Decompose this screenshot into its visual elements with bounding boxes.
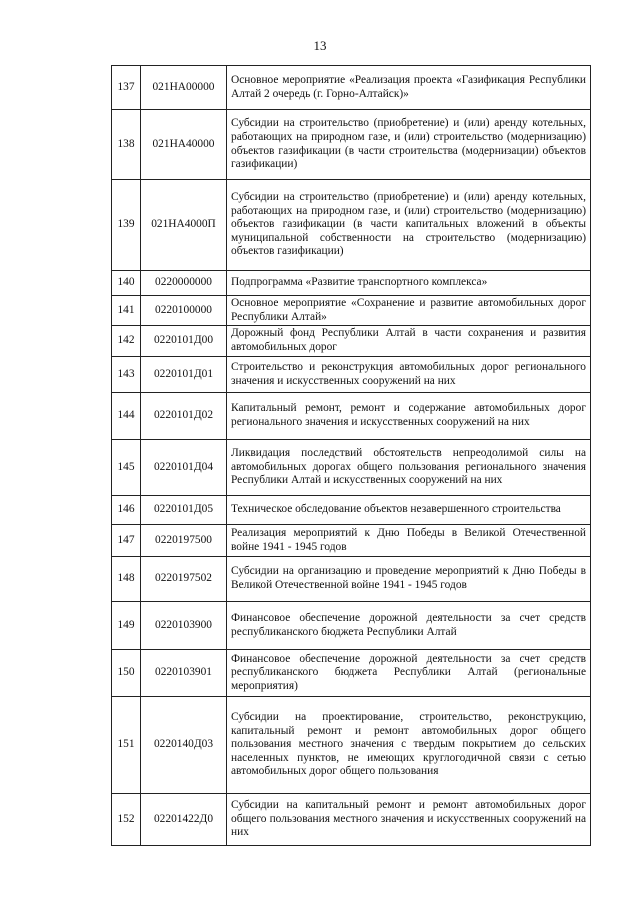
- row-number: 137: [112, 66, 141, 110]
- row-number: 141: [112, 296, 141, 326]
- table-row: [112, 602, 591, 650]
- row-description: Субсидии на проектирование, строительство, реконструкцию, капитальный ремонт и ремонт автомобильных дорог общего пользования местного значения с твердым покрытием до сельских населенных пунктов, не имеющих круглогодичной связи с сетью автомобильных дорог общего пользования: [227, 697, 591, 794]
- row-description: Ликвидация последствий обстоятельств непреодолимой силы на автомобильных дорогах общего пользования регионального значения Республики Алтай и искусственных сооружений на них: [227, 440, 591, 496]
- row-description: Строительство и реконструкция автомобильных дорог регионального значения и искусственных сооружений на них: [227, 357, 591, 393]
- row-number: 147: [112, 525, 141, 557]
- row-code: 0220101Д01: [141, 357, 227, 393]
- table-row: [112, 794, 591, 846]
- row-code: 0220197502: [141, 557, 227, 602]
- row-number: 149: [112, 602, 141, 650]
- row-description: Финансовое обеспечение дорожной деятельности за счет средств республиканского бюджета Республики Алтай: [227, 602, 591, 650]
- row-number: 138: [112, 110, 141, 180]
- row-number: 151: [112, 697, 141, 794]
- table-row: [112, 180, 591, 271]
- page-number: 13: [313, 38, 327, 53]
- row-code: 021НА40000: [141, 110, 227, 180]
- row-code: 0220100000: [141, 296, 227, 326]
- row-description: Финансовое обеспечение дорожной деятельности за счет средств республиканского бюджета Республики Алтай (региональные мероприятия): [227, 650, 591, 697]
- row-number: 139: [112, 180, 141, 271]
- table-row: [112, 393, 591, 440]
- table-row: [112, 650, 591, 697]
- row-description: Основное мероприятие «Реализация проекта «Газификация Республики Алтай 2 очередь (г. Горно-Алтайск)»: [227, 66, 591, 110]
- row-code: 0220140Д03: [141, 697, 227, 794]
- row-description: Реализация мероприятий к Дню Победы в Великой Отечественной войне 1941 - 1945 годов: [227, 525, 591, 557]
- row-number: 152: [112, 794, 141, 846]
- table-row: [112, 66, 591, 110]
- table-row: [112, 271, 591, 296]
- row-code: 0220101Д00: [141, 326, 227, 357]
- row-number: 142: [112, 326, 141, 357]
- row-code: 0220197500: [141, 525, 227, 557]
- table-row: [112, 296, 591, 326]
- row-code: 0220000000: [141, 271, 227, 296]
- row-description: Субсидии на организацию и проведение мероприятий к Дню Победы в Великой Отечественной войне 1941 - 1945 годов: [227, 557, 591, 602]
- row-code: 02201422Д0: [141, 794, 227, 846]
- row-description: Капитальный ремонт, ремонт и содержание автомобильных дорог регионального значения и искусственных сооружений на них: [227, 393, 591, 440]
- row-number: 148: [112, 557, 141, 602]
- row-code: 0220103901: [141, 650, 227, 697]
- budget-codes-table: [111, 65, 591, 846]
- row-description: Техническое обследование объектов незавершенного строительства: [227, 496, 591, 525]
- row-description: Субсидии на строительство (приобретение) и (или) аренду котельных, работающих на природном газе, и (или) строительство (модернизацию) объектов газификации (в части строительства (модернизации) объектов газификации): [227, 110, 591, 180]
- row-code: 021НА00000: [141, 66, 227, 110]
- table-row: [112, 557, 591, 602]
- row-number: 143: [112, 357, 141, 393]
- table-row: [112, 525, 591, 557]
- row-number: 144: [112, 393, 141, 440]
- table-row: [112, 357, 591, 393]
- row-number: 145: [112, 440, 141, 496]
- table-row: [112, 496, 591, 525]
- row-number: 140: [112, 271, 141, 296]
- row-number: 146: [112, 496, 141, 525]
- row-code: 0220101Д04: [141, 440, 227, 496]
- table-row: [112, 326, 591, 357]
- row-code: 0220101Д05: [141, 496, 227, 525]
- row-description: Субсидии на капитальный ремонт и ремонт автомобильных дорог общего пользования местного значения и искусственных сооружений на них: [227, 794, 591, 846]
- table-row: [112, 697, 591, 794]
- row-description: Дорожный фонд Республики Алтай в части сохранения и развития автомобильных дорог: [227, 326, 591, 357]
- row-description: Подпрограмма «Развитие транспортного комплекса»: [227, 271, 591, 296]
- row-description: Основное мероприятие «Сохранение и развитие автомобильных дорог Республики Алтай»: [227, 296, 591, 326]
- row-code: 0220101Д02: [141, 393, 227, 440]
- row-description: Субсидии на строительство (приобретение) и (или) аренду котельных, работающих на природном газе, и (или) строительство (модернизацию) объектов газификации (в части капитальных вложений в объекты муниципальной собственности на строительство (модернизацию) объектов газификации): [227, 180, 591, 271]
- row-code: 021НА4000П: [141, 180, 227, 271]
- table-row: [112, 110, 591, 180]
- table-row: [112, 440, 591, 496]
- row-number: 150: [112, 650, 141, 697]
- row-code: 0220103900: [141, 602, 227, 650]
